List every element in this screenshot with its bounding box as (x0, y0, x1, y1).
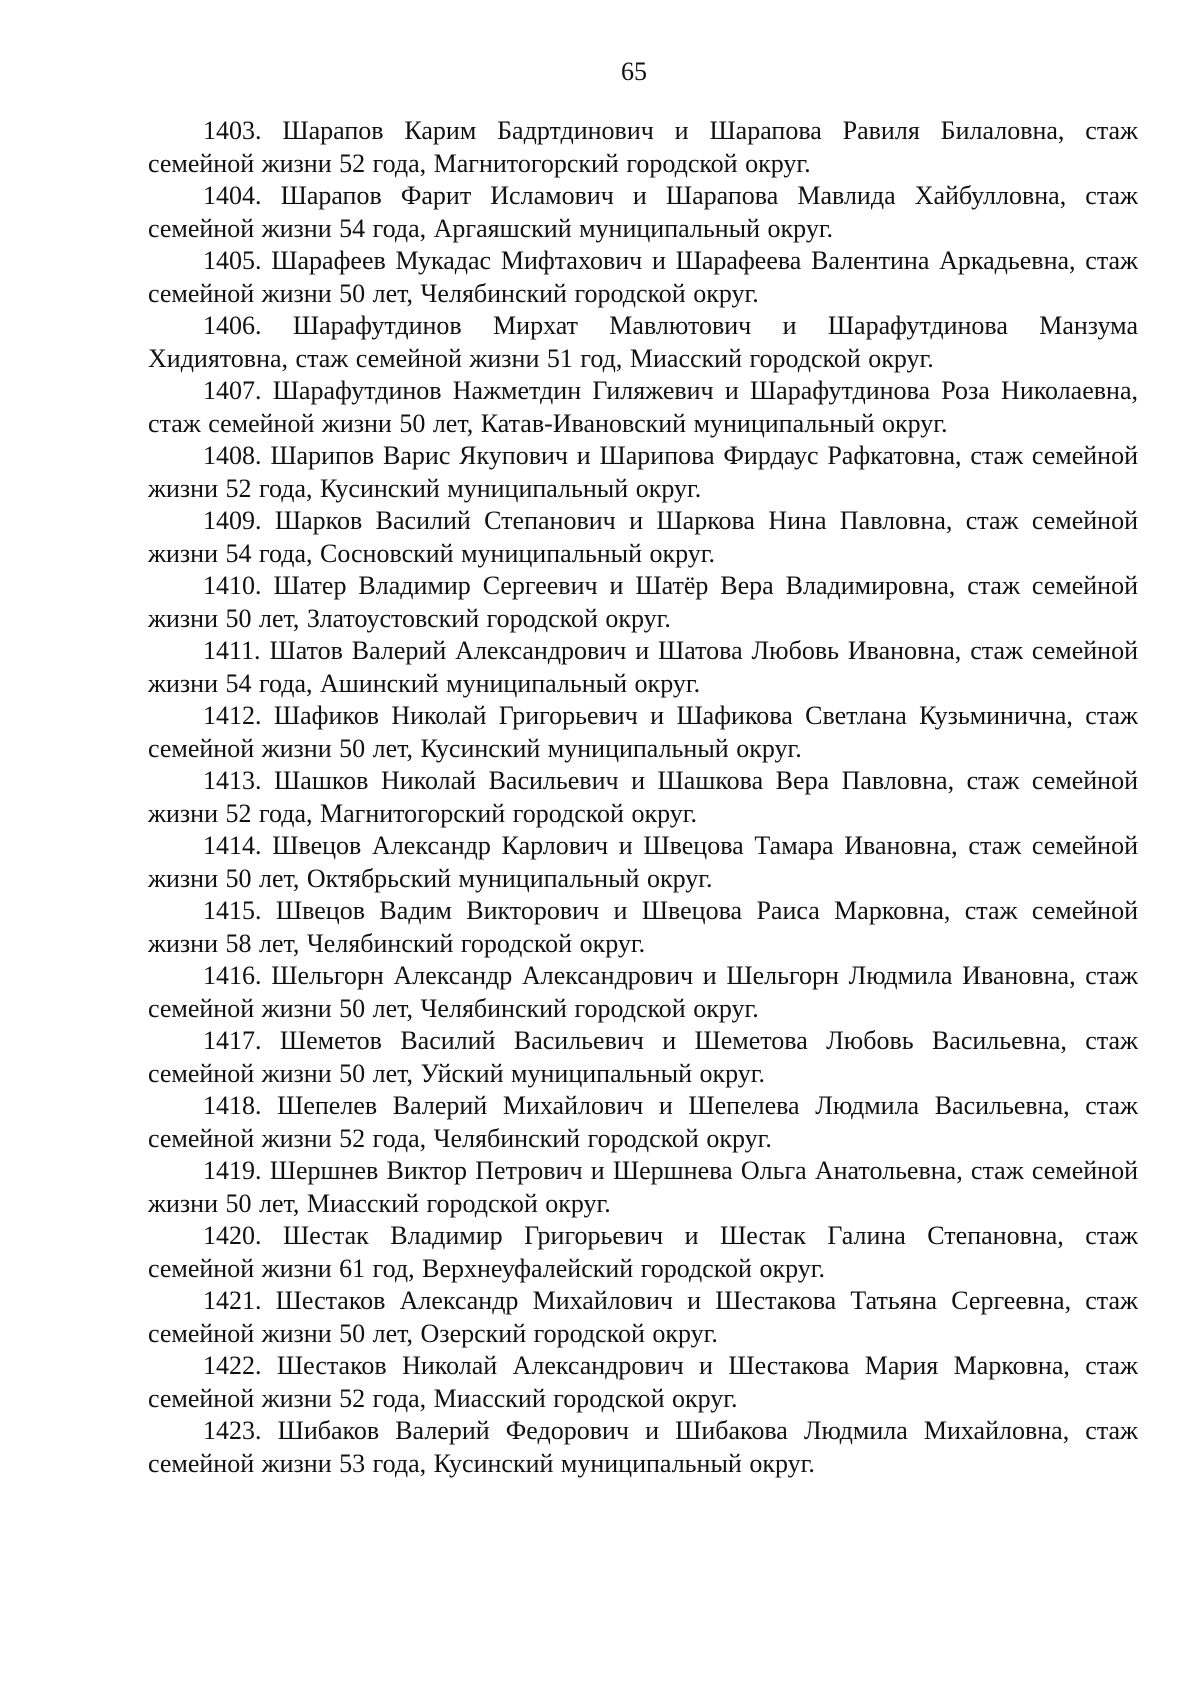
list-item (148, 115, 1138, 180)
entry-text: Шепелев Валерий Михайлович и Шепелева Людмила Васильевна, стаж семейной жизни 52 года, Челябинский городской округ. (148, 1091, 1138, 1153)
entry-number: 1413. (203, 766, 262, 795)
entry-number: 1411. (203, 636, 261, 665)
entry-text: Шибаков Валерий Федорович и Шибакова Людмила Михайловна, стаж семейной жизни 53 года, Кусинский муниципальный округ. (148, 1416, 1139, 1478)
list-item (148, 830, 1138, 895)
list-item (148, 1220, 1138, 1285)
entry-text: Шельгорн Александр Александрович и Шельгорн Людмила Ивановна, стаж семейной жизни 50 лет, Челябинский городской округ. (148, 961, 1139, 1023)
entry-number: 1410. (203, 571, 262, 600)
entry-list (148, 115, 1138, 1480)
entry-number: 1418. (203, 1091, 262, 1120)
list-item (148, 180, 1138, 245)
list-item (148, 1350, 1138, 1415)
entry-text: Шарков Василий Степанович и Шаркова Нина Павловна, стаж семейной жизни 54 года, Сосновский муниципальный округ. (148, 506, 1139, 568)
list-item (148, 505, 1138, 570)
list-item (148, 960, 1138, 1025)
entry-number: 1407. (203, 376, 262, 405)
entry-text: Шестаков Александр Михайлович и Шестакова Татьяна Сергеевна, стаж семейной жизни 50 лет, Озерский городской округ. (148, 1286, 1138, 1348)
entry-number: 1416. (203, 961, 262, 990)
entry-number: 1412. (203, 701, 262, 730)
list-item (148, 1090, 1138, 1155)
list-item (148, 570, 1138, 635)
entry-text: Шарапов Фарит Исламович и Шарапова Мавлида Хайбулловна, стаж семейной жизни 54 года, Аргаяшский муниципальный округ. (148, 181, 1139, 243)
list-item (148, 310, 1138, 375)
entry-number: 1404. (203, 181, 262, 210)
entry-number: 1423. (203, 1416, 262, 1445)
entry-text: Шарафутдинов Мирхат Мавлютович и Шарафутдинова Манзума Хидиятовна, стаж семейной жизни 51 год, Миасский городской округ. (148, 311, 1138, 373)
list-item (148, 635, 1138, 700)
list-item (148, 245, 1138, 310)
entry-number: 1406. (203, 311, 262, 340)
entry-text: Шарипов Варис Якупович и Шарипова Фирдаус Рафкатовна, стаж семейной жизни 52 года, Кусинский муниципальный округ. (148, 441, 1139, 503)
list-item (148, 1285, 1138, 1350)
entry-text: Шафиков Николай Григорьевич и Шафикова Светлана Кузьминична, стаж семейной жизни 50 лет, Кусинский муниципальный округ. (148, 701, 1139, 763)
page-number: 65 (621, 57, 647, 86)
list-item (148, 765, 1138, 830)
entry-text: Шершнев Виктор Петрович и Шершнева Ольга Анатольевна, стаж семейной жизни 50 лет, Миасский городской округ. (148, 1156, 1139, 1218)
entry-text: Шатов Валерий Александрович и Шатова Любовь Ивановна, стаж семейной жизни 54 года, Ашинский муниципальный округ. (148, 636, 1139, 698)
entry-text: Шарапов Карим Бадртдинович и Шарапова Равиля Билаловна, стаж семейной жизни 52 года, Магнитогорский городской округ. (148, 116, 1139, 178)
list-item (148, 1155, 1138, 1220)
list-item (148, 700, 1138, 765)
entry-number: 1422. (203, 1351, 262, 1380)
entry-text: Шарафеев Мукадас Мифтахович и Шарафеева Валентина Аркадьевна, стаж семейной жизни 50 лет, Челябинский городской округ. (148, 246, 1139, 308)
entry-text: Шатер Владимир Сергеевич и Шатёр Вера Владимировна, стаж семейной жизни 50 лет, Златоустовский городской округ. (148, 571, 1138, 633)
list-item (148, 1025, 1138, 1090)
entry-text: Швецов Вадим Викторович и Швецова Раиса Марковна, стаж семейной жизни 58 лет, Челябинский городской округ. (148, 896, 1138, 958)
entry-number: 1420. (203, 1221, 262, 1250)
entry-number: 1414. (203, 831, 262, 860)
entry-number: 1405. (203, 246, 262, 275)
entry-text: Шеметов Василий Васильевич и Шеметова Любовь Васильевна, стаж семейной жизни 50 лет, Уйский муниципальный округ. (148, 1026, 1139, 1088)
list-item (148, 1415, 1138, 1480)
entry-text: Шестаков Николай Александрович и Шестакова Мария Марковна, стаж семейной жизни 52 года, Миасский городской округ. (148, 1351, 1138, 1413)
entry-number: 1403. (203, 116, 262, 145)
entry-number: 1419. (203, 1156, 262, 1185)
entry-text: Швецов Александр Карлович и Швецова Тамара Ивановна, стаж семейной жизни 50 лет, Октябрьский муниципальный округ. (148, 831, 1138, 893)
entry-text: Шарафутдинов Нажметдин Гиляжевич и Шарафутдинова Роза Николаевна, стаж семейной жизни 50 лет, Катав-Ивановский муниципальный округ. (148, 376, 1138, 438)
entry-number: 1409. (203, 506, 262, 535)
entry-text: Шашков Николай Васильевич и Шашкова Вера Павловна, стаж семейной жизни 52 года, Магнитогорский городской округ. (148, 766, 1138, 828)
entry-number: 1417. (203, 1026, 262, 1055)
list-item (148, 440, 1138, 505)
list-item (148, 895, 1138, 960)
entry-text: Шестак Владимир Григорьевич и Шестак Галина Степановна, стаж семейной жизни 61 год, Верхнеуфалейский городской округ. (148, 1221, 1139, 1283)
entry-number: 1415. (203, 896, 262, 925)
entry-number: 1421. (203, 1286, 262, 1315)
list-item (148, 375, 1138, 440)
entry-number: 1408. (203, 441, 262, 470)
